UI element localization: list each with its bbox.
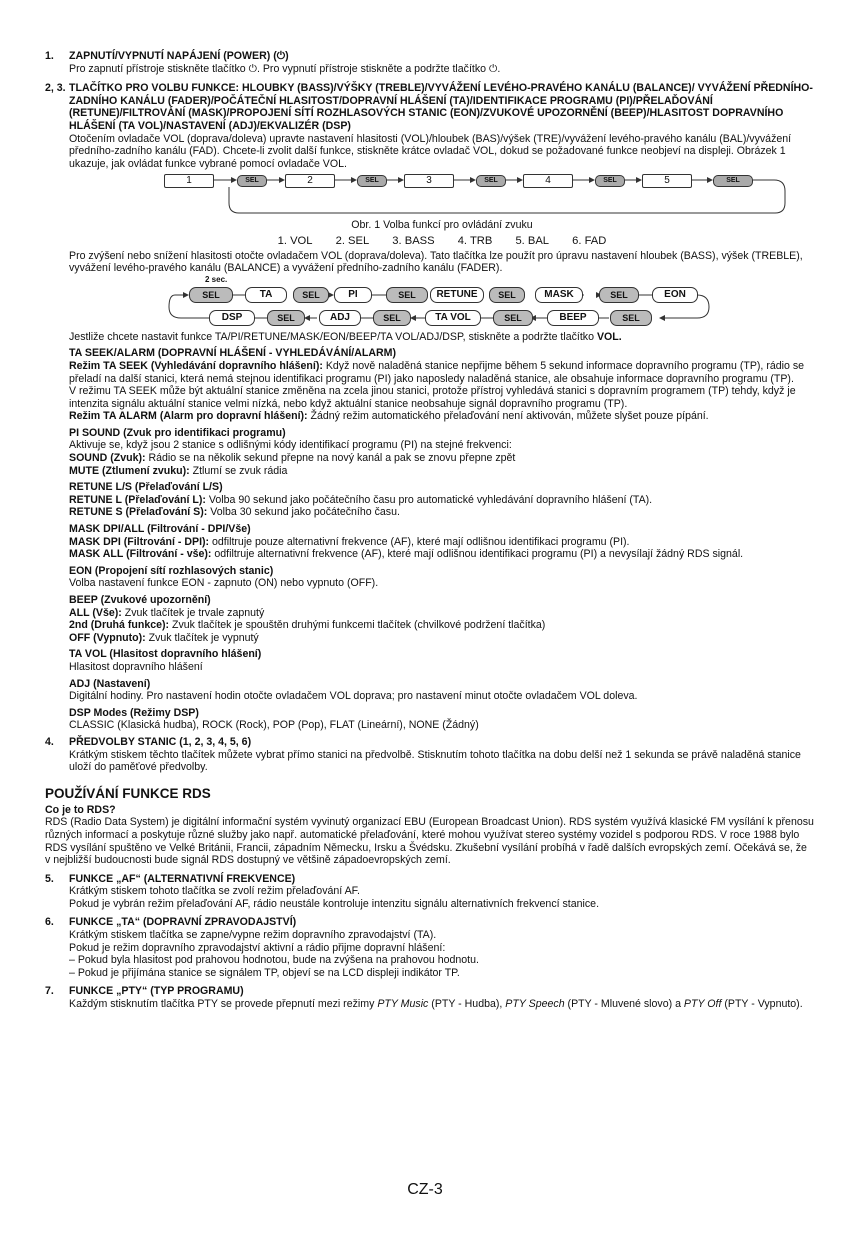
section-title: FUNKCE „AF“ (ALTERNATIVNÍ FREKVENCE) bbox=[69, 872, 296, 885]
section-text: Pokud je režim dopravního zpravodajství aktivní a rádio přijme dopravní hlášení: bbox=[69, 941, 446, 954]
page-number: CZ-3 bbox=[407, 1181, 443, 1198]
section-number: 7. bbox=[45, 985, 54, 998]
section-number: 4. bbox=[45, 735, 54, 748]
definition: Volba 90 sekund jako počátečního času pro automatické vyhledávání dopravního hlášení (TA). bbox=[205, 493, 653, 506]
sel-button: SEL bbox=[489, 287, 525, 303]
step-box: 4 bbox=[523, 174, 573, 188]
subsection-text bbox=[69, 506, 815, 519]
section-text: Krátkým stiskem tohoto tlačítka se zvolí režim přelaďování AF. bbox=[69, 885, 360, 898]
function-dsp: DSP bbox=[209, 310, 255, 326]
text-run: (PTY - Hudba), bbox=[428, 998, 506, 1011]
section-number: 5. bbox=[45, 872, 54, 885]
section-number: 2, 3. bbox=[45, 82, 66, 95]
subsection-retune bbox=[69, 481, 815, 519]
function-retune: RETUNE bbox=[430, 287, 484, 303]
sel-button: SEL bbox=[599, 287, 639, 303]
text-run: (PTY - Vypnuto). bbox=[721, 998, 803, 1011]
sel-button: SEL bbox=[267, 310, 305, 326]
instruction-text: Jestliže chcete nastavit funkce TA/PI/RETUNE/MASK/EON/BEEP/TA VOL/ADJ/DSP, stiskněte a podržte tlačítko bbox=[69, 330, 597, 343]
function-item: 1. VOL bbox=[277, 234, 313, 247]
term: RETUNE L (Přelaďování L): bbox=[69, 493, 206, 506]
term: MASK DPI (Filtrování - DPI): bbox=[69, 535, 210, 548]
subsection-text: Volba nastavení funkce EON - zapnuto (ON) nebo vypnuto (OFF). bbox=[69, 577, 379, 590]
step-box: 1 bbox=[164, 174, 214, 188]
definition: Zvuk tlačítek je trvale zapnutý bbox=[121, 606, 265, 619]
section-af bbox=[45, 873, 815, 911]
function-item: 6. FAD bbox=[572, 234, 607, 247]
figure-1-diagram bbox=[69, 173, 815, 219]
subsection-text: Hlasitost dopravního hlášení bbox=[69, 660, 203, 673]
definition: odfiltruje pouze alternativní frekvence (AF), které mají odlišnou identifikaci programu (PI). bbox=[209, 535, 630, 548]
function-item: 2. SEL bbox=[335, 234, 370, 247]
subsection-title: BEEP (Zvukové upozornění) bbox=[69, 594, 211, 606]
section-number: 6. bbox=[45, 916, 54, 929]
sel-button: SEL bbox=[610, 310, 652, 326]
term: 2nd (Druhá funkce): bbox=[69, 619, 170, 632]
subsection-mask bbox=[69, 523, 815, 561]
section-text: – Pokud byla hlasitost pod prahovou hodnotou, bude na zvýšena na prahovou hodnotu. bbox=[69, 954, 479, 967]
section-text: Pokud je vybrán režim přelaďování AF, rádio neustále kontroluje intenzitu signálu alternativních frekvencí stanice. bbox=[69, 897, 600, 910]
section-number: 1. bbox=[45, 50, 54, 62]
subsection-beep bbox=[69, 594, 815, 644]
section-presets bbox=[45, 736, 815, 774]
section-title: ZAPNUTÍ/VYPNUTÍ NAPÁJENÍ (POWER) (⏻) bbox=[69, 50, 289, 62]
definition: Žádný režim automatického přelaďování není aktivován, můžete slyšet pouze pípání. bbox=[307, 410, 709, 423]
subsection-title: RETUNE L/S (Přelaďování L/S) bbox=[69, 481, 223, 494]
subsection-ta-vol bbox=[69, 648, 815, 673]
subsection-text: CLASSIC (Klasická hudba), ROCK (Rock), POP (Pop), FLAT (Lineární), NONE (Žádný) bbox=[69, 719, 479, 732]
instruction-key: VOL. bbox=[596, 330, 622, 343]
definition: odfiltruje alternativní frekvence (AF), které mají odlišnou identifikaci programu (PI) a nevysílají žádný RDS signál. bbox=[211, 548, 744, 561]
rds-text: RDS (Radio Data System) je digitální informační systém vyvinutý organizací EBU (European Broadcast Union). RDS systém využívá klasické FM vysílání k přenosu různých informací a poskytuje různé služby jako např. automatické přelaďování, které mohou využívat stereo systémy vozidel s podporou RDS. V roce 1988 bylo RDS vysílání spuštěno ve Velké Británii, Francii, západním Německu, Irsku a Švédsku. Zkušební vysílání probíhá v řadě dalších evropských zemí. Očekává se, že v nejbližší budoucnosti bude signál RDS dostupný ve většině západoevropských zemí. bbox=[45, 816, 814, 867]
section-power bbox=[45, 50, 815, 75]
term: MUTE (Ztlumení zvuku): bbox=[69, 464, 190, 477]
sel-button: SEL bbox=[189, 287, 233, 303]
subsection-text bbox=[69, 410, 815, 423]
section-title: TLAČÍTKO PRO VOLBU FUNKCE: HLOUBKY (BASS)/VÝŠKY (TREBLE)/VYVÁŽENÍ LEVÉHO-PRAVÉHO KANÁLU (BALANCE)/ VYVÁŽENÍ PŘEDNÍHO-ZADNÍHO KANÁLU (FADER)/POČÁTEČNÍ HLASITOST/DOPRAVNÍ HLÁŠENÍ (TA)/IDENTIFIKACE PROGRAMU (PI)/PŘELAĎOVÁNÍ (RETUNE)/FILTROVÁNÍ (MASK)/PROPOJENÍ SÍTÍ ROZHLASOVÝCH STANIC (EON)/ZVUKOVÉ UPOZORNĚNÍ (BEEP)/HLASITOST DOPRAVNÍHO HLÁŠENÍ (TA VOL)/NASTAVENÍ (ADJ)/EKVALIZÉR (DSP) bbox=[69, 82, 813, 132]
subsection-title: DSP Modes (Režimy DSP) bbox=[69, 706, 199, 719]
subsection-text bbox=[69, 632, 815, 645]
function-adj: ADJ bbox=[319, 310, 361, 326]
term: Režim TA SEEK (Vyhledávání dopravního hlášení): bbox=[69, 359, 323, 372]
subsection-title: ADJ (Nastavení) bbox=[69, 677, 151, 690]
function-item: 5. BAL bbox=[515, 234, 550, 247]
figure-caption: Obr. 1 Volba funkcí pro ovládání zvuku bbox=[351, 219, 533, 232]
definition: Když nově naladěná stanice nepřijme během 5 sekund informace dopravního programu (TP), rádio se přeladí na další stanici, která nemá stejnou identifikaci programu (PI) jako naposledy naladěná stanice, ale obsahuje informace dopravního programu (TP). bbox=[69, 359, 805, 385]
subsection-text: V režimu TA SEEK může být aktuální stanice změněna na zcela jinou stanici, protože přístroj vyhledává stanici s dopravním programem (TP) tehdy, když je intenzita signálu aktuální stanice velmi nízká, nebo když aktuální stanice neobsahuje signál dopravního programu (TP). bbox=[69, 385, 796, 410]
subsection-adj bbox=[69, 678, 815, 703]
subsection-title: MASK DPI/ALL (Filtrování - DPI/Vše) bbox=[69, 523, 251, 536]
subsection-text: Digitální hodiny. Pro nastavení hodin otočte ovladačem VOL doprava; pro nastavení minut otočte ovladačem VOL doleva. bbox=[69, 690, 638, 703]
definition: Zvuk tlačítek je vypnutý bbox=[145, 631, 259, 644]
section-text bbox=[69, 998, 815, 1011]
section-title: PŘEDVOLBY STANIC (1, 2, 3, 4, 5, 6) bbox=[69, 735, 252, 748]
term: OFF (Vypnuto): bbox=[69, 631, 146, 644]
text-run: Každým stisknutím tlačítka PTY se provede přepnutí mezi režimy bbox=[69, 998, 378, 1011]
function-mask: MASK bbox=[535, 287, 583, 303]
definition: Rádio se na několik sekund přepne na nový kanál a pak se znovu přepne zpět bbox=[145, 452, 516, 465]
sel-button: SEL bbox=[713, 175, 753, 187]
definition: Zvuk tlačítek je spouštěn druhými funkcemi tlačítek (chvilkové podržení tlačítka) bbox=[169, 619, 546, 632]
function-beep: BEEP bbox=[547, 310, 599, 326]
section-text: Krátkým stiskem těchto tlačítek můžete vybrat přímo stanici na předvolbě. Stisknutím tohoto tlačítka na dobu delší než 1 sekunda se právě naladěná stanice uloží do paměťové předvolby. bbox=[69, 748, 801, 774]
subsection-text bbox=[69, 607, 815, 620]
heading-rds: POUŽÍVÁNÍ FUNKCE RDS bbox=[45, 785, 211, 801]
definition: Ztlumí se zvuk rádia bbox=[189, 464, 288, 477]
function-pi: PI bbox=[334, 287, 372, 303]
subsection-text bbox=[69, 548, 815, 561]
section-ta-news bbox=[45, 916, 815, 979]
subsection-text bbox=[69, 452, 815, 465]
subsection-title: EON (Propojení sítí rozhlasových stanic) bbox=[69, 564, 274, 577]
sel-button: SEL bbox=[373, 310, 411, 326]
subsection-text bbox=[69, 619, 815, 632]
subsection-title: TA SEEK/ALARM (DOPRAVNÍ HLÁŠENÍ - VYHLEDÁVÁNÍ/ALARM) bbox=[69, 347, 397, 360]
mode-name: PTY Speech bbox=[505, 998, 565, 1011]
section-text: Otočením ovladače VOL (doprava/doleva) upravte nastavení hlasitosti (VOL)/hloubek (BAS)/výšek (TRE)/vyvážení levého-pravého kanálu (BAL)/vyvážení předního-zadního kanálu (FAD). Chcete-li zvolit další funkce, stiskněte krátce ovladač VOL, dokud se požadované funkce neobjeví na displeji. Obrázek 1 ukazuje, jak ovládat funkce vybrané pomocí ovladače VOL. bbox=[69, 132, 792, 170]
step-box: 3 bbox=[404, 174, 454, 188]
section-pty bbox=[45, 985, 815, 1010]
text-run: (PTY - Mluvené slovo) a bbox=[564, 998, 684, 1011]
term: Režim TA ALARM (Alarm pro dopravní hlášení): bbox=[69, 410, 308, 423]
subsection-pi bbox=[69, 427, 815, 477]
hold-duration-label: 2 sec. bbox=[205, 274, 228, 284]
section-text: Pro zapnutí přístroje stiskněte tlačítko ⏻. Pro vypnutí přístroje stiskněte a podržte tlačítko ⏻. bbox=[69, 62, 501, 75]
subsection-text bbox=[69, 494, 815, 507]
section-text bbox=[69, 331, 815, 344]
section-text: Krátkým stiskem tlačítka se zapne/vypne režim dopravního zpravodajství (TA). bbox=[69, 929, 437, 942]
subsection-eon bbox=[69, 565, 815, 590]
subsection-text bbox=[69, 465, 815, 478]
function-list bbox=[69, 235, 815, 248]
step-box: 2 bbox=[285, 174, 335, 188]
function-eon: EON bbox=[652, 287, 698, 303]
step-box: 5 bbox=[642, 174, 692, 188]
rds-section bbox=[45, 786, 815, 867]
mode-name: PTY Off bbox=[683, 998, 722, 1011]
section-text: Pro zvýšení nebo snížení hlasitosti otočte ovladačem VOL (doprava/doleva). Tato tlačítka lze použít pro úpravu nastavení hloubek (BASS), výšek (TREBLE), vyvážení levého-pravého kanálu (BALANCE) a vyvážení předního-zadního kanálu (FADER). bbox=[69, 249, 803, 275]
subsection-dsp bbox=[69, 707, 815, 732]
function-ta: TA bbox=[245, 287, 287, 303]
subsection-text bbox=[69, 536, 815, 549]
sel-button: SEL bbox=[357, 175, 387, 187]
figure-2-diagram bbox=[69, 274, 815, 327]
term: ALL (Vše): bbox=[69, 606, 122, 619]
subsection-text bbox=[69, 360, 815, 385]
mode-name: PTY Music bbox=[377, 998, 429, 1011]
function-item: 3. BASS bbox=[392, 234, 435, 247]
sel-button: SEL bbox=[595, 175, 625, 187]
section-function-select bbox=[45, 82, 815, 732]
term: SOUND (Zvuk): bbox=[69, 452, 146, 465]
subsection-title: TA VOL (Hlasitost dopravního hlášení) bbox=[69, 648, 262, 661]
function-ta-vol: TA VOL bbox=[425, 310, 481, 326]
sel-button: SEL bbox=[476, 175, 506, 187]
sel-button: SEL bbox=[293, 287, 329, 303]
subsection-text: Aktivuje se, když jsou 2 stanice s odlišnými kódy identifikací programu (PI) na stejné frekvenci: bbox=[69, 439, 512, 452]
term: RETUNE S (Přelaďování S): bbox=[69, 506, 208, 519]
manual-page bbox=[45, 50, 815, 1015]
function-item: 4. TRB bbox=[457, 234, 493, 247]
rds-question: Co je to RDS? bbox=[45, 803, 116, 816]
definition: Volba 30 sekund jako počátečního času. bbox=[207, 506, 400, 519]
sel-button: SEL bbox=[386, 287, 428, 303]
section-title: FUNKCE „TA“ (DOPRAVNÍ ZPRAVODAJSTVÍ) bbox=[69, 916, 297, 929]
subsection-ta bbox=[69, 347, 815, 423]
section-text: – Pokud je přijímána stanice se signálem TP, objeví se na LCD displeji indikátor TP. bbox=[69, 966, 460, 979]
term: MASK ALL (Filtrování - vše): bbox=[69, 548, 212, 561]
sel-button: SEL bbox=[493, 310, 533, 326]
subsection-title: PI SOUND (Zvuk pro identifikaci programu) bbox=[69, 426, 286, 439]
section-title: FUNKCE „PTY“ (TYP PROGRAMU) bbox=[69, 985, 244, 998]
sel-button: SEL bbox=[237, 175, 267, 187]
